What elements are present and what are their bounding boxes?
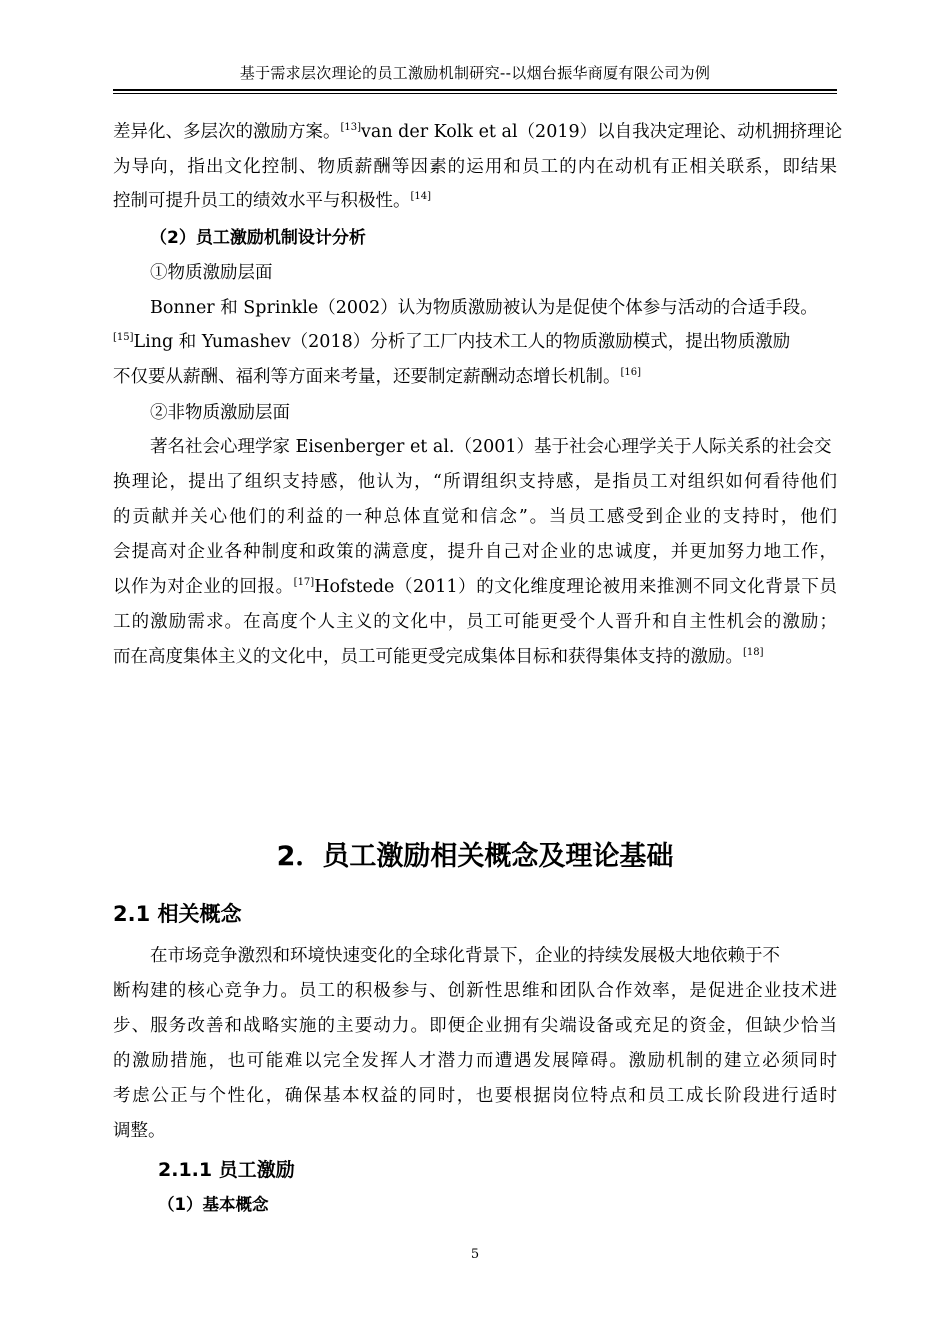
section-2-1-1-heading: 2.1.1 员工激励 bbox=[158, 1159, 295, 1181]
running-header: 基于需求层次理论的员工激励机制研究--以烟台振华商厦有限公司为例 bbox=[239, 64, 711, 82]
para4-line5: 考虑公正与个性化，确保基本权益的同时，也要根据岗位特点和员工成长阶段进行适时 bbox=[113, 1086, 837, 1106]
header-rule-thick bbox=[113, 89, 837, 91]
para1-line3: 控制可提升员工的绩效水平与积极性。[14] bbox=[113, 191, 432, 211]
chapter-title: 2．员工激励相关概念及理论基础 bbox=[276, 841, 674, 872]
para3-line3: 的贡献并关心他们的利益的一种总体直觉和信念”。当员工感受到企业的支持时，他们 bbox=[113, 507, 837, 527]
page-number: 5 bbox=[470, 1247, 480, 1262]
heading-basic-concept: （1）基本概念 bbox=[158, 1195, 269, 1214]
para3-line7: 而在高度集体主义的文化中，员工可能更受完成集体目标和获得集体支持的激励。[18] bbox=[113, 647, 764, 667]
para3-line1: 著名社会心理学家 Eisenberger et al.（2001）基于社会心理学关于人际关系的社会交 bbox=[150, 437, 832, 457]
header-rule-thin bbox=[113, 93, 837, 94]
para3-line5: 以作为对企业的回报。[17]Hofstede（2011）的文化维度理论被用来推测不同文化背景下员 bbox=[113, 577, 837, 597]
para1-line1: 差异化、多层次的激励方案。[13]van der Kolk et al（2019）以自我决定理论、动机拥挤理论 bbox=[113, 122, 843, 142]
para4-line6: 调整。 bbox=[113, 1121, 166, 1141]
para4-line1: 在市场竞争激烈和环境快速变化的全球化背景下，企业的持续发展极大地依赖于不 bbox=[150, 946, 780, 966]
para2-line3: 不仅要从薪酬、福利等方面来考量，还要制定薪酬动态增长机制。[16] bbox=[113, 367, 642, 387]
para1-line2: 为导向，指出文化控制、物质薪酬等因素的运用和员工的内在动机有正相关联系，即结果 bbox=[113, 157, 837, 177]
item-nonmaterial-incentive: ②非物质激励层面 bbox=[150, 403, 290, 423]
para4-line2: 断构建的核心竞争力。员工的积极参与、创新性思维和团队合作效率，是促进企业技术进 bbox=[113, 981, 837, 1001]
para3-line6: 工的激励需求。在高度个人主义的文化中，员工可能更受个人晋升和自主性机会的激励； bbox=[113, 612, 837, 632]
heading-design-analysis: （2）员工激励机制设计分析 bbox=[150, 228, 366, 248]
para2-line1: Bonner 和 Sprinkle（2002）认为物质激励被认为是促使个体参与活动的合适手段。 bbox=[150, 298, 818, 318]
para4-line4: 的激励措施，也可能难以完全发挥人才潜力而遭遇发展障碍。激励机制的建立必须同时 bbox=[113, 1051, 837, 1071]
item-material-incentive: ①物质激励层面 bbox=[150, 263, 273, 283]
para3-line4: 会提高对企业各种制度和政策的满意度，提升自己对企业的忠诚度，并更加努力地工作， bbox=[113, 542, 837, 562]
section-2-1-heading: 2.1 相关概念 bbox=[113, 902, 242, 926]
para2-line2: [15]Ling 和 Yumashev（2018）分析了工厂内技术工人的物质激励模式，提出物质激励 bbox=[113, 332, 791, 352]
para3-line2: 换理论，提出了组织支持感，他认为，“所谓组织支持感，是指员工对组织如何看待他们 bbox=[113, 472, 837, 492]
para4-line3: 步、服务改善和战略实施的主要动力。即便企业拥有尖端设备或充足的资金，但缺少恰当 bbox=[113, 1016, 837, 1036]
